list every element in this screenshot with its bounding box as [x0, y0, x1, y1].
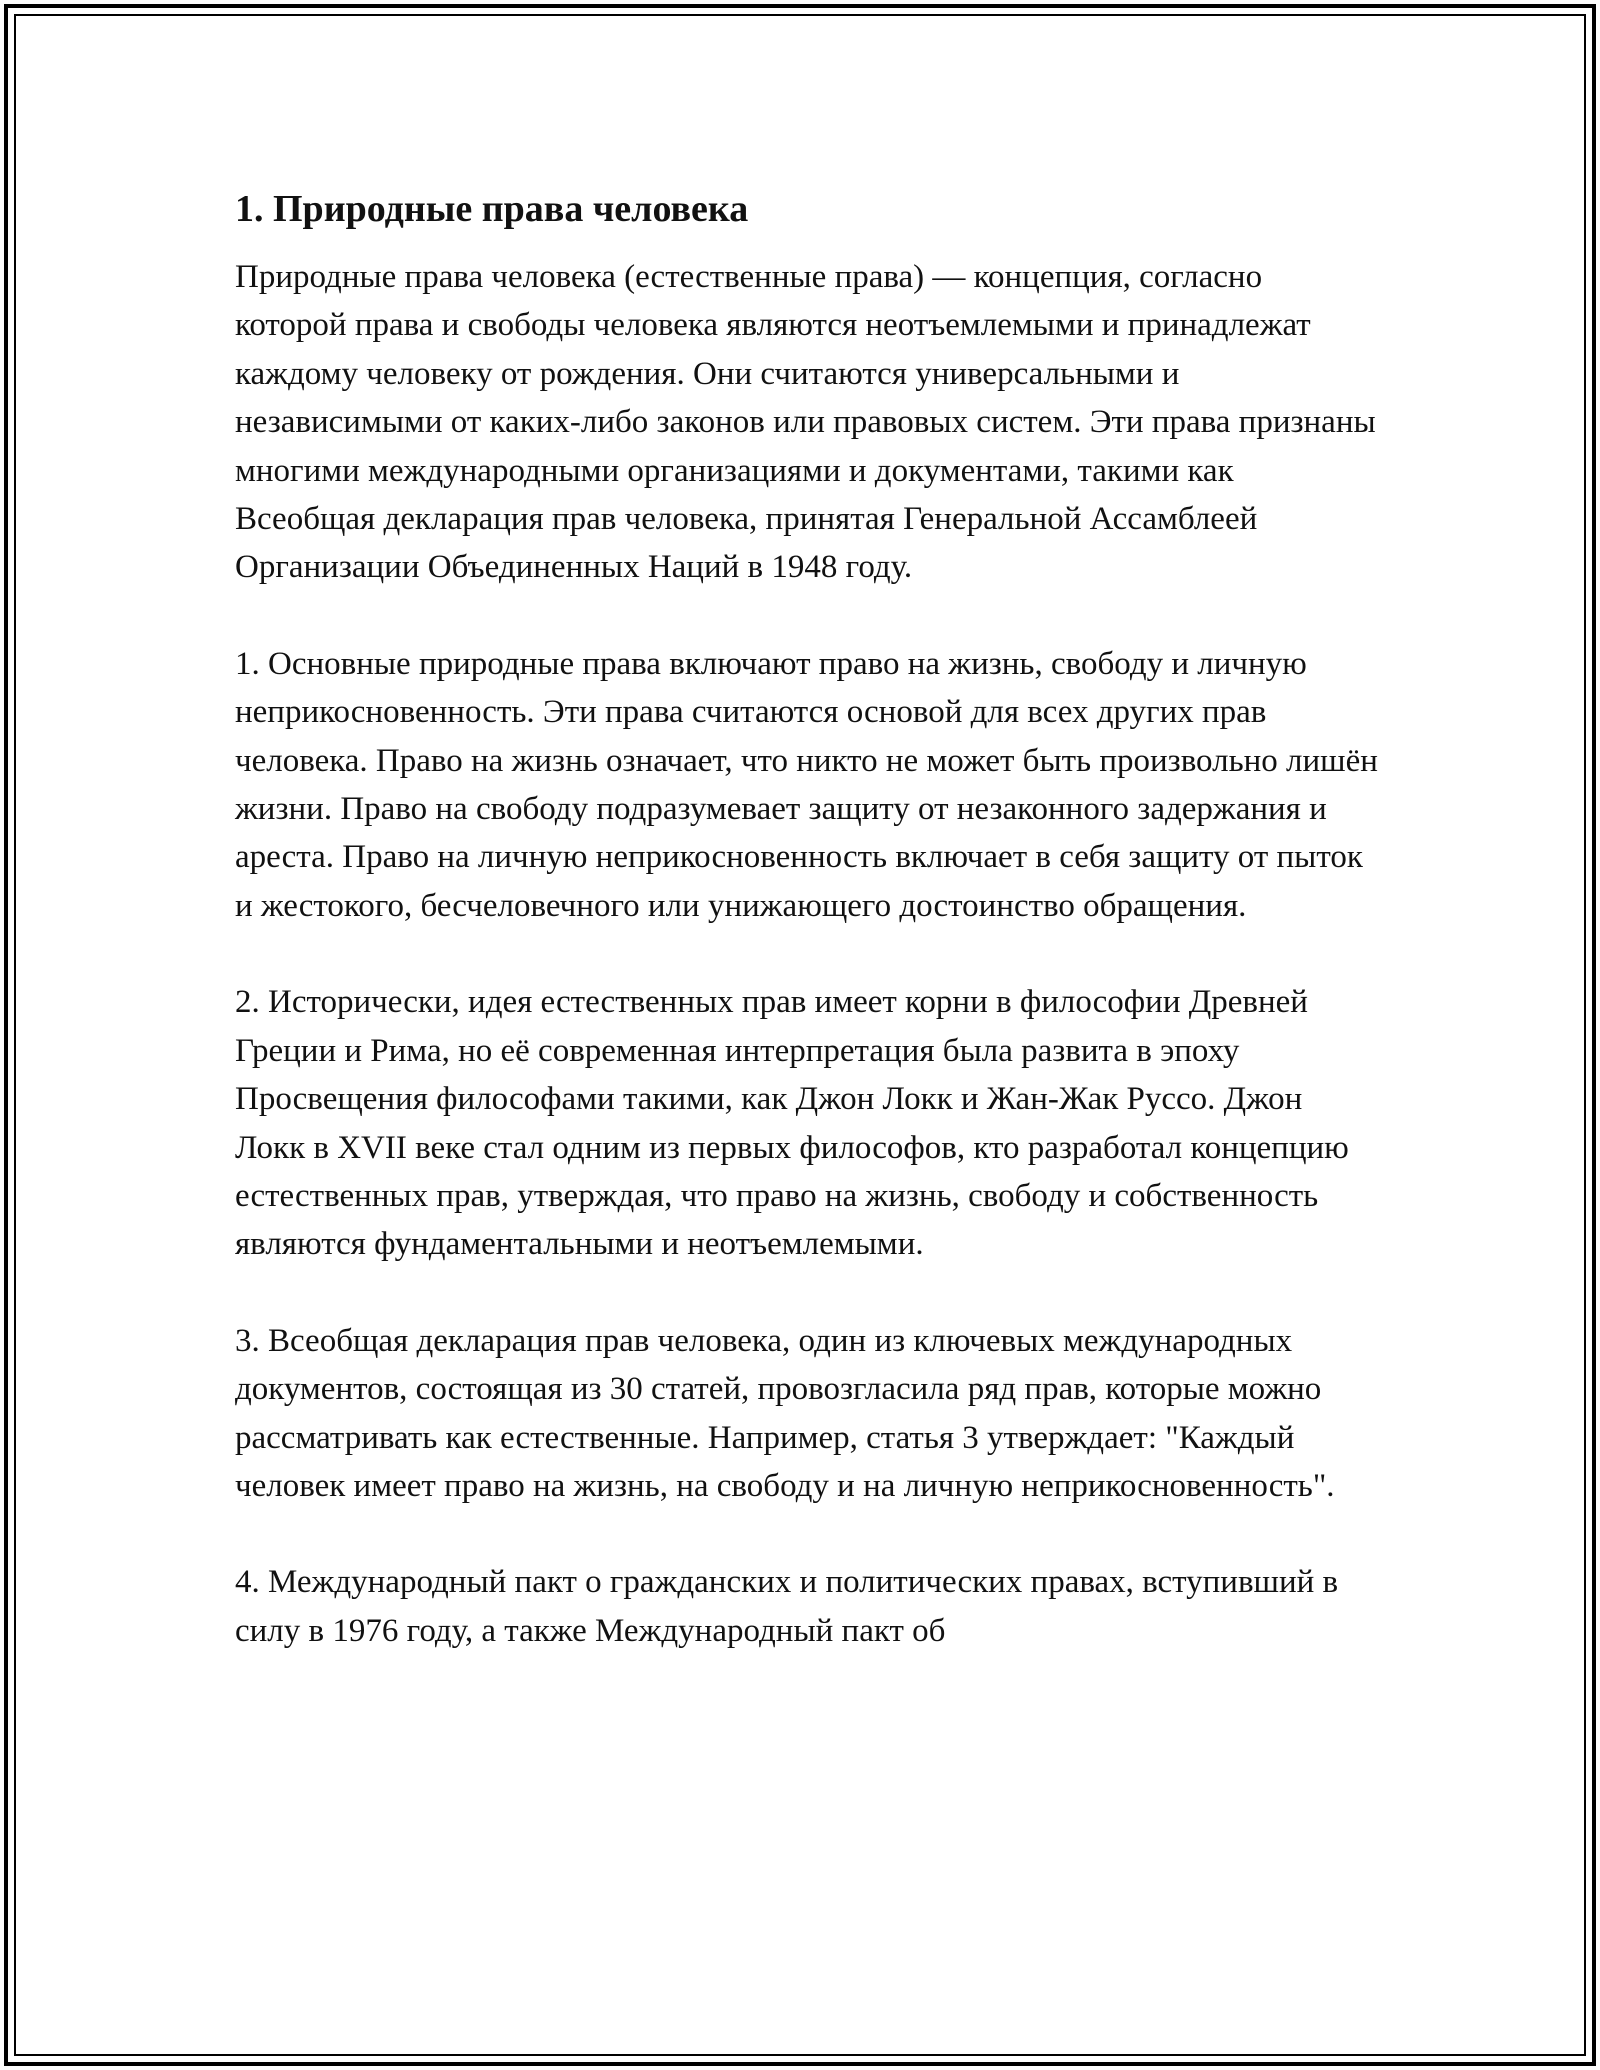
section-heading: 1. Природные права человека: [235, 188, 749, 230]
paragraph-item-4: 4. Международный пакт о гражданских и политических правах, вступивший в силу в 1976 году, а также Международный пакт об: [235, 1564, 1339, 1649]
paragraph-item-3: 3. Всеобщая декларация прав человека, один из ключевых международных документов, состоящая из 30 статей, провозгласила ряд прав, которые можно рассматривать как естественные. Например, статья 3 утверждает: "Каждый человек имеет право на жизнь, на свободу и на личную неприкосновенность".: [235, 1322, 1335, 1504]
intro-paragraph: Природные права человека (естественные права) — концепция, согласно которой права и свободы человека являются неотъемлемыми и принадлежат каждому человеку от рождения. Они считаются универсальными и независимыми от каких-либо законов или правовых систем. Эти права признаны многими международными организациями и документами, такими как Всеобщая декларация прав человека, принятая Генеральной Ассамблеей Организации Объединенных Наций в 1948 году.: [235, 259, 1376, 586]
document-body: [235, 185, 1380, 1703]
paragraph-item-2: 2. Исторически, идея естественных прав имеет корни в философии Древней Греции и Рима, но её современная интерпретация была развита в эпоху Просвещения философами такими, как Джон Локк и Жан-Жак Руссо. Джон Локк в XVII веке стал одним из первых философов, кто разработал концепцию естественных прав, утверждая, что право на жизнь, свободу и собственность являются фундаментальными и неотъемлемыми.: [235, 984, 1349, 1263]
paragraph-item-1: 1. Основные природные права включают право на жизнь, свободу и личную неприкосновенность. Эти права считаются основой для всех других прав человека. Право на жизнь означает, что никто не может быть произвольно лишён жизни. Право на свободу подразумевает защиту от незаконного задержания и ареста. Право на личную неприкосновенность включает в себя защиту от пыток и жестокого, бесчеловечного или унижающего достоинство обращения.: [235, 645, 1378, 924]
